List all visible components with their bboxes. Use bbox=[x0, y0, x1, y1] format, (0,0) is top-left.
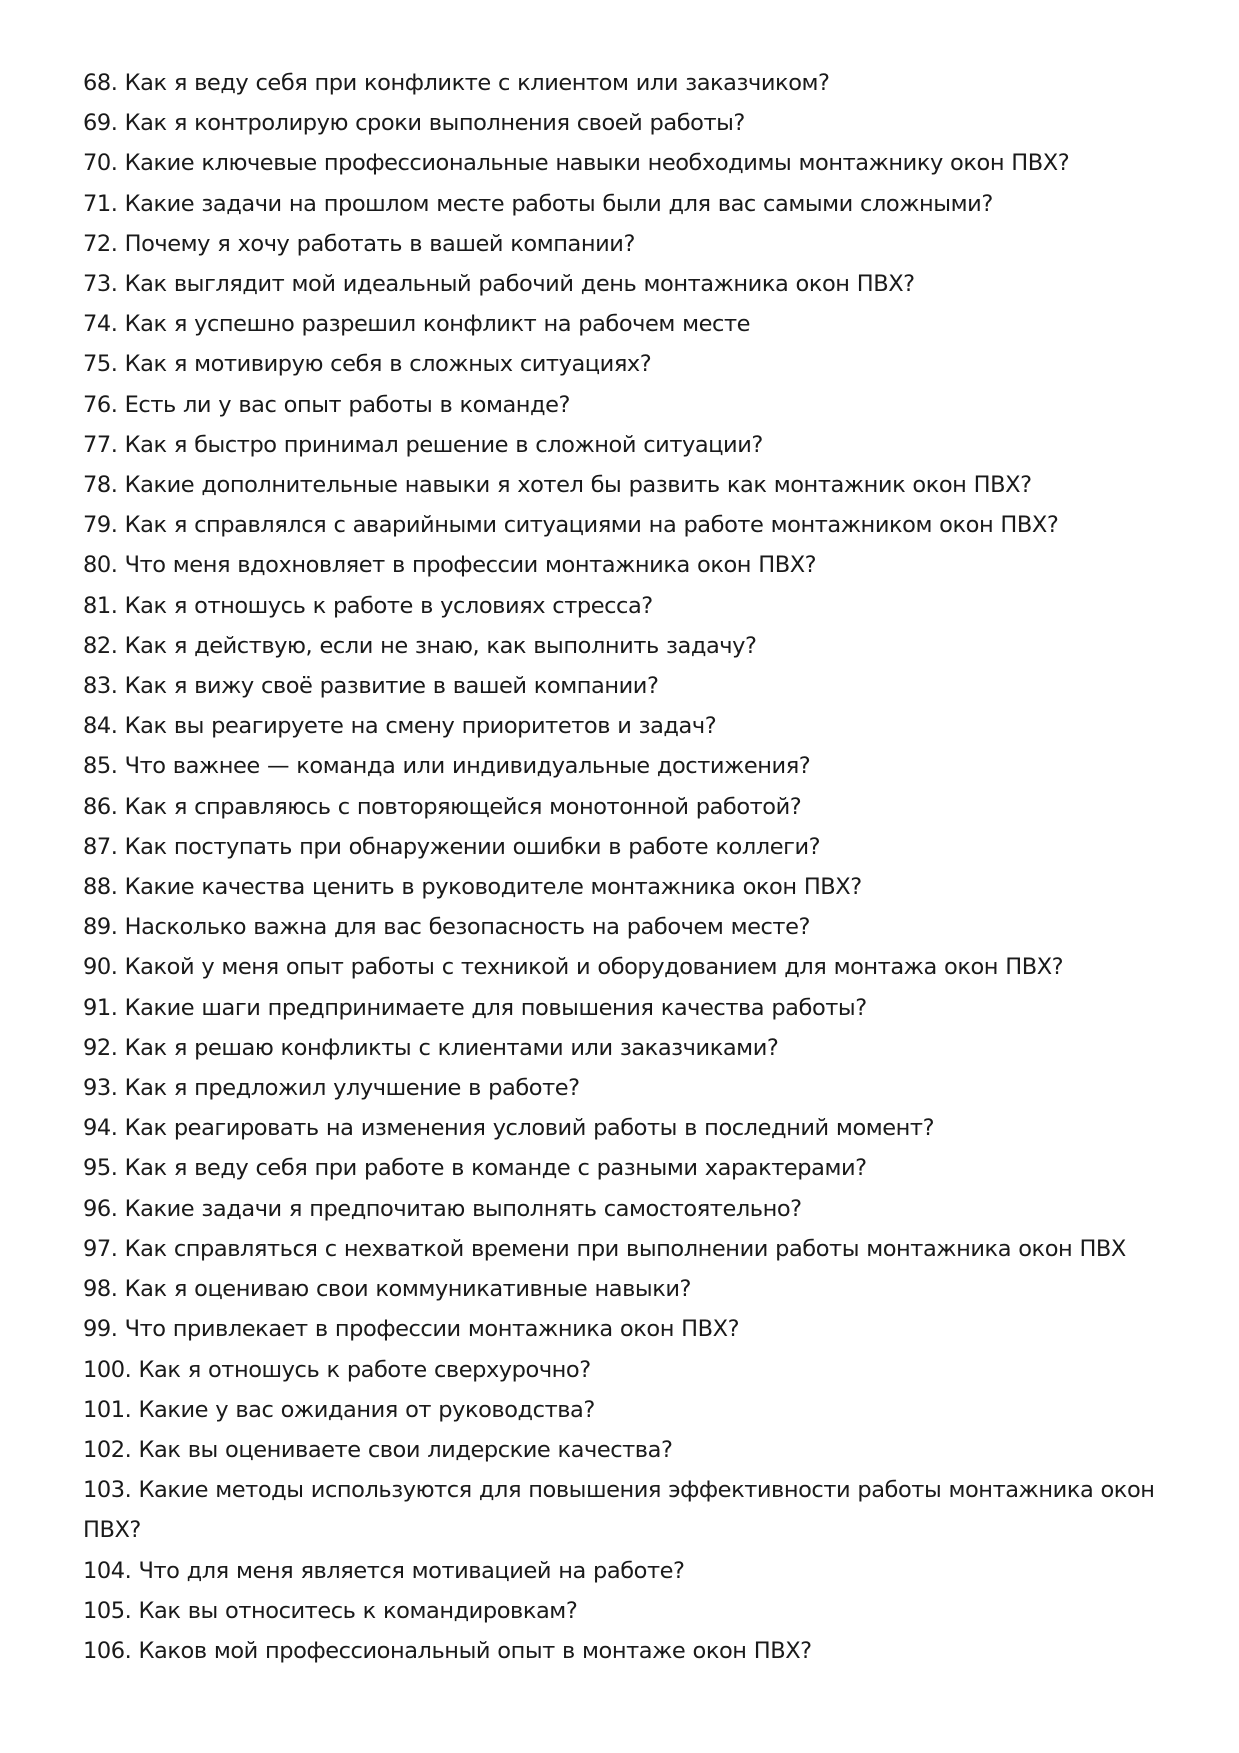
question-92: 92. Как я решаю конфликты с клиентами или заказчиками? bbox=[83, 1034, 779, 1061]
question-84: 84. Как вы реагируете на смену приоритетов и задач? bbox=[83, 713, 717, 740]
question-89: 89. Насколько важна для вас безопасность на рабочем месте? bbox=[83, 914, 810, 941]
question-77: 77. Как я быстро принимал решение в сложной ситуации? bbox=[83, 431, 763, 458]
question-99: 99. Что привлекает в профессии монтажника окон ПВХ? bbox=[83, 1316, 740, 1343]
question-75: 75. Как я мотивирую себя в сложных ситуациях? bbox=[83, 351, 652, 378]
question-85: 85. Что важнее — команда или индивидуальные достижения? bbox=[83, 753, 811, 780]
question-69: 69. Как я контролирую сроки выполнения своей работы? bbox=[83, 110, 745, 137]
question-81: 81. Как я отношусь к работе в условиях стресса? bbox=[83, 592, 653, 619]
question-98: 98. Как я оцениваю свои коммуникативные навыки? bbox=[83, 1276, 692, 1303]
question-100: 100. Как я отношусь к работе сверхурочно? bbox=[83, 1356, 591, 1383]
question-102: 102. Как вы оцениваете свои лидерские качества? bbox=[83, 1436, 673, 1463]
question-97: 97. Как справляться с нехваткой времени при выполнении работы монтажника окон ПВХ bbox=[83, 1235, 1126, 1262]
question-list bbox=[83, 63, 1173, 1671]
question-73: 73. Как выглядит мой идеальный рабочий день монтажника окон ПВХ? bbox=[83, 271, 915, 298]
question-87: 87. Как поступать при обнаружении ошибки в работе коллеги? bbox=[83, 833, 821, 860]
question-83: 83. Как я вижу своё развитие в вашей компании? bbox=[83, 673, 659, 700]
question-90: 90. Какой у меня опыт работы с техникой и оборудованием для монтажа окон ПВХ? bbox=[83, 954, 1064, 981]
question-105: 105. Как вы относитесь к командировкам? bbox=[83, 1597, 578, 1624]
question-86: 86. Как я справляюсь с повторяющейся монотонной работой? bbox=[83, 793, 802, 820]
question-96: 96. Какие задачи я предпочитаю выполнять самостоятельно? bbox=[83, 1195, 802, 1222]
question-94: 94. Как реагировать на изменения условий работы в последний момент? bbox=[83, 1115, 935, 1142]
question-76: 76. Есть ли у вас опыт работы в команде? bbox=[83, 391, 571, 418]
question-103: 103. Какие методы используются для повышения эффективности работы монтажника окон ПВХ? bbox=[83, 1477, 1155, 1544]
question-106: 106. Каков мой профессиональный опыт в монтаже окон ПВХ? bbox=[83, 1637, 812, 1664]
question-72: 72. Почему я хочу работать в вашей компании? bbox=[83, 230, 635, 257]
question-71: 71. Какие задачи на прошлом месте работы были для вас самыми сложными? bbox=[83, 190, 993, 217]
question-68: 68. Как я веду себя при конфликте с клиентом или заказчиком? bbox=[83, 70, 830, 96]
question-79: 79. Как я справлялся с аварийными ситуациями на работе монтажником окон ПВХ? bbox=[83, 512, 1059, 539]
question-78: 78. Какие дополнительные навыки я хотел бы развить как монтажник окон ПВХ? bbox=[83, 472, 1032, 499]
question-70: 70. Какие ключевые профессиональные навыки необходимы монтажнику окон ПВХ? bbox=[83, 150, 1070, 177]
question-93: 93. Как я предложил улучшение в работе? bbox=[83, 1075, 580, 1102]
question-88: 88. Какие качества ценить в руководителе монтажника окон ПВХ? bbox=[83, 874, 862, 901]
question-101: 101. Какие у вас ожидания от руководства? bbox=[83, 1396, 595, 1423]
question-104: 104. Что для меня является мотивацией на работе? bbox=[83, 1557, 685, 1584]
question-80: 80. Что меня вдохновляет в профессии монтажника окон ПВХ? bbox=[83, 552, 817, 579]
question-91: 91. Какие шаги предпринимаете для повышения качества работы? bbox=[83, 994, 867, 1021]
question-74: 74. Как я успешно разрешил конфликт на рабочем месте bbox=[83, 311, 751, 338]
question-95: 95. Как я веду себя при работе в команде с разными характерами? bbox=[83, 1155, 867, 1182]
question-82: 82. Как я действую, если не знаю, как выполнить задачу? bbox=[83, 632, 757, 659]
